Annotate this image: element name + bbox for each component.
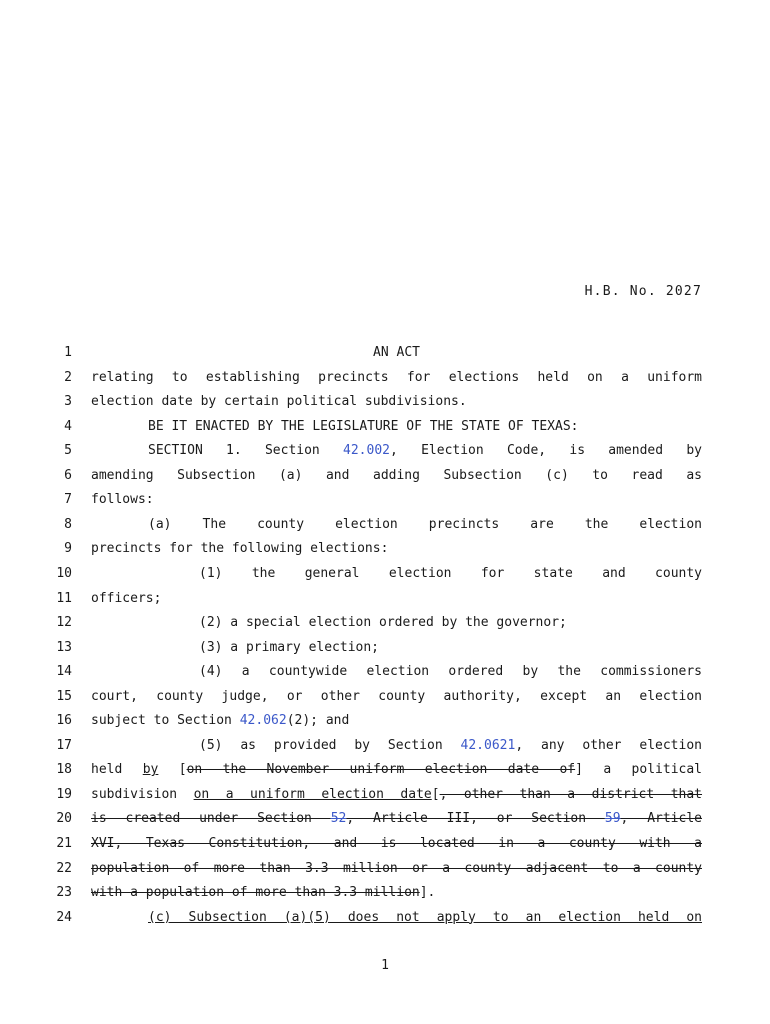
line-number: 23 (56, 885, 72, 901)
text-segment: relating to establishing precincts for elections held on a uniform (91, 369, 702, 385)
deleted-text: with a population of more than 3.3 million (91, 885, 420, 901)
line-number: 10 (56, 565, 72, 581)
line-number: 14 (56, 664, 72, 680)
text-line (0, 417, 770, 441)
text-segment: (2); and (286, 713, 350, 729)
text-segment: SECTION 1. Section (148, 443, 344, 459)
line-number: 18 (56, 762, 72, 778)
text-segment: , any other election (515, 737, 702, 753)
text-line (0, 883, 770, 907)
text-line (0, 760, 770, 784)
text-segment: (4) a countywide election ordered by the commissioners (199, 664, 702, 680)
text-line (0, 809, 770, 833)
line-text (91, 613, 702, 633)
text-line (0, 589, 770, 613)
text-segment: subdivision (91, 786, 194, 802)
line-text (91, 392, 702, 412)
text-line (0, 736, 770, 760)
line-number: 20 (56, 811, 72, 827)
line-text (91, 539, 702, 559)
line-number: 3 (64, 394, 72, 410)
text-segment: (1) the general election for state and county (199, 565, 702, 581)
line-text (91, 711, 702, 731)
line-number: 5 (64, 443, 72, 459)
line-text (91, 441, 702, 461)
line-number: 6 (64, 467, 72, 483)
text-line (0, 859, 770, 883)
line-text (91, 809, 702, 829)
deleted-text: on the November uniform election date of (186, 762, 576, 778)
line-text (91, 368, 702, 388)
deleted-text: is created under Section (91, 811, 331, 827)
inserted-text: on a uniform election date (193, 786, 432, 802)
text-segment: (5) as provided by Section (199, 737, 461, 753)
section-reference-link[interactable]: 52 (330, 811, 347, 827)
text-line (0, 466, 770, 490)
line-number: 17 (56, 737, 72, 753)
line-text (91, 834, 702, 854)
deleted-text: XVI, Texas Constitution, and is located in a county with a (91, 836, 702, 851)
text-line (0, 564, 770, 588)
line-number: 13 (56, 639, 72, 655)
deleted-text: population of more than 3.3 million or a county adjacent to a county (91, 860, 702, 876)
line-number: 11 (56, 590, 72, 606)
deleted-text: , Article III, or Section (346, 811, 605, 827)
text-segment: follows: (91, 492, 154, 508)
text-line (0, 908, 770, 932)
line-text (91, 564, 702, 584)
text-line (0, 662, 770, 686)
line-text (91, 343, 702, 363)
line-text (91, 417, 702, 437)
page-number: 1 (381, 958, 389, 973)
line-number: 1 (64, 345, 72, 360)
section-reference-link[interactable]: 42.0621 (460, 737, 516, 753)
line-number: 12 (56, 615, 72, 631)
deleted-text: , other than a district that (439, 786, 703, 802)
text-line (0, 785, 770, 809)
inserted-text: by (142, 762, 159, 778)
line-number: 4 (64, 418, 72, 434)
text-line (0, 368, 770, 392)
line-text (91, 736, 702, 756)
line-number: 16 (56, 713, 72, 729)
line-text (91, 785, 702, 805)
text-segment: precincts for the following elections: (91, 541, 389, 557)
text-line (0, 490, 770, 514)
text-line (0, 515, 770, 539)
bill-number: H.B. No. 2027 (584, 284, 702, 299)
text-segment: amending Subsection (a) and adding Subsection (c) to read as (91, 467, 702, 483)
line-text (91, 908, 702, 928)
text-line (0, 441, 770, 465)
text-segment: election date by certain political subdivisions. (91, 394, 467, 410)
line-text (91, 859, 702, 879)
text-segment: ] a political (575, 762, 702, 778)
text-segment: held (91, 762, 143, 778)
text-segment: , Election Code, is amended by (390, 443, 702, 459)
line-text (91, 589, 702, 609)
line-text (91, 760, 702, 780)
text-line (0, 687, 770, 711)
deleted-text: , Article (620, 811, 702, 827)
line-text (91, 687, 702, 707)
line-text (91, 490, 702, 510)
text-segment: BE IT ENACTED BY THE LEGISLATURE OF THE STATE OF TEXAS: (148, 418, 579, 434)
section-reference-link[interactable]: 42.062 (239, 713, 287, 729)
text-segment: (3) a primary election; (199, 639, 380, 655)
line-number: 24 (56, 909, 72, 925)
text-segment: subject to Section (91, 713, 240, 729)
line-number: 8 (64, 516, 72, 532)
line-text (91, 466, 702, 486)
text-segment: [ (431, 786, 440, 802)
line-number: 21 (56, 836, 72, 851)
text-line (0, 638, 770, 662)
text-segment: court, county judge, or other county authority, except an election (91, 688, 702, 704)
inserted-text: (c) Subsection (a)(5) does not apply to an election held on (148, 909, 702, 925)
section-reference-link[interactable]: 42.002 (343, 443, 390, 459)
text-line (0, 392, 770, 416)
text-segment: [ (158, 762, 187, 778)
line-number: 9 (64, 541, 72, 557)
text-line (0, 343, 770, 367)
line-number: 15 (56, 688, 72, 704)
line-text (91, 662, 702, 682)
line-number: 19 (56, 786, 72, 802)
text-segment: ]. (419, 885, 436, 901)
line-text (91, 883, 702, 903)
text-line (0, 539, 770, 563)
text-segment: AN ACT (373, 345, 420, 360)
line-number: 2 (64, 369, 72, 385)
line-text (91, 638, 702, 658)
text-line (0, 711, 770, 735)
text-line (0, 613, 770, 637)
line-number: 7 (64, 492, 72, 508)
text-segment: officers; (91, 590, 162, 606)
text-line (0, 834, 770, 858)
section-reference-link[interactable]: 59 (604, 811, 621, 827)
line-number: 22 (56, 860, 72, 876)
line-text (91, 515, 702, 535)
text-segment: (2) a special election ordered by the governor; (199, 615, 567, 631)
text-segment: (a) The county election precincts are the election (148, 516, 702, 532)
